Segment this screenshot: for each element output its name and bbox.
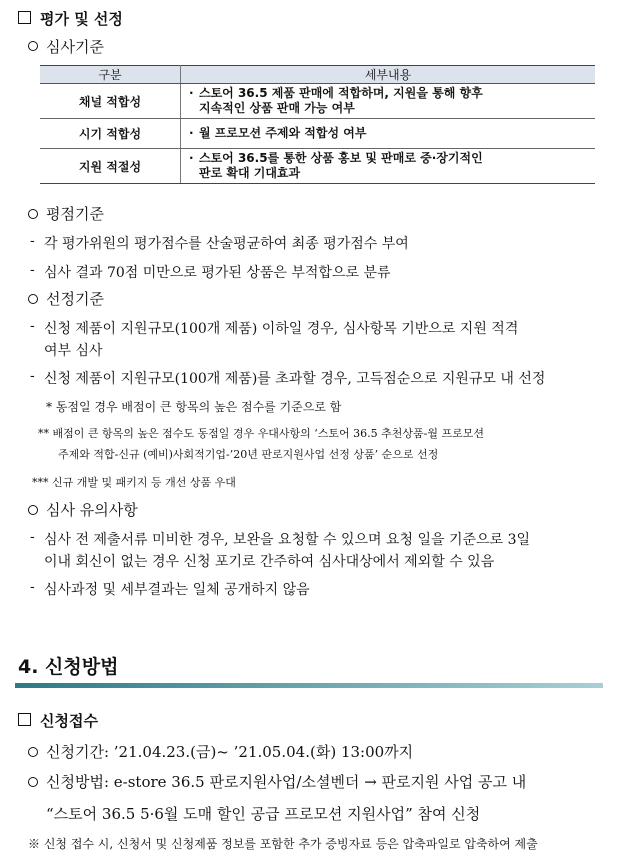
table-cell-category: 지원 적절성	[40, 149, 181, 184]
dash-bullet: -	[30, 368, 35, 384]
detail-line: 스토어 36.5를 통한 상품 홍보 및 판매로 중·장기적인	[199, 151, 483, 165]
chapter-title: 4. 신청방법	[18, 656, 119, 678]
scoring-item: 심사 결과 70점 미만으로 평가된 상품은 부적합으로 분류	[44, 265, 391, 281]
notes-item: 심사과정 및 세부결과는 일체 공개하지 않음	[44, 582, 310, 598]
dash-bullet: -	[30, 233, 35, 249]
notes-heading: 심사 유의사항	[46, 501, 138, 519]
table-cell-detail: · 스토어 36.5 제품 판매에 적합하며, 지원을 통해 향후 지속적인 상품 판매 가능 여부	[181, 84, 596, 119]
dash-bullet: -	[30, 318, 35, 334]
submission-footnote: ※ 신청 접수 시, 신청서 및 신청제품 정보를 포함한 추가 증빙자료 등은 압축파일로 압축하여 제출	[28, 837, 538, 851]
detail-line: 판로 확대 기대효과	[199, 166, 301, 180]
table-header-category: 구분	[40, 66, 181, 84]
scoring-heading: 평점기준	[46, 205, 104, 223]
dash-bullet: -	[30, 262, 35, 278]
table-cell-detail: · 스토어 36.5를 통한 상품 홍보 및 판매로 중·장기적인 판로 확대 기대효과	[181, 149, 596, 184]
section-title: 평가 및 선정	[40, 10, 123, 28]
application-method-continued: “스토어 36.5 5·6월 도매 할인 공급 프로모션 지원사업” 참여 신청	[46, 805, 481, 823]
circle-bullet-icon	[28, 294, 38, 304]
selection-heading: 선정기준	[46, 290, 104, 308]
table-header-row	[40, 66, 595, 84]
criteria-table	[40, 65, 595, 184]
selection-item: 신청 제품이 지원규모(100개 제품) 이하일 경우, 심사항목 기반으로 지원 적격	[44, 321, 519, 337]
table-row	[40, 84, 595, 119]
selection-note: ** 배점이 큰 항목의 높은 점수도 동점일 경우 우대사항의 ‘스토어 36.5 추천상품-월 프로모션	[38, 427, 484, 440]
table-cell-detail: · 월 프로모션 주제와 적합성 여부	[181, 119, 596, 149]
section-title: 신청접수	[40, 712, 98, 730]
selection-note: * 동점일 경우 배점이 큰 항목의 높은 점수를 기준으로 함	[46, 400, 342, 414]
table-header-detail: 세부내용	[181, 66, 596, 84]
detail-line: 월 프로모션 주제와 적합성 여부	[199, 126, 367, 140]
table-row	[40, 149, 595, 184]
dash-bullet: -	[30, 579, 35, 595]
detail-line: 스토어 36.5 제품 판매에 적합하며, 지원을 통해 향후	[199, 86, 483, 100]
circle-bullet-icon	[28, 747, 38, 757]
selection-note-continued: 주제와 적합-신규 (예비)사회적기업-’20년 판로지원사업 선정 상품’ 순으로 선정	[58, 448, 439, 461]
circle-bullet-icon	[28, 777, 38, 787]
circle-bullet-icon	[28, 505, 38, 515]
selection-note: *** 신규 개발 및 패키지 등 개선 상품 우대	[32, 476, 236, 489]
review-criteria-heading: 심사기준	[46, 38, 104, 56]
selection-item-continued: 여부 심사	[44, 343, 103, 359]
table-cell-category: 시기 적합성	[40, 119, 181, 149]
application-period: 신청기간: ’21.04.23.(금)~ ’21.05.04.(화) 13:00까지	[46, 743, 414, 761]
table-row	[40, 119, 595, 149]
dash-bullet: -	[30, 529, 35, 545]
notes-item-continued: 이내 회신이 없는 경우 신청 포기로 간주하여 심사대상에서 제외할 수 있음	[44, 554, 495, 570]
application-method: 신청방법: e-store 36.5 판로지원사업/소셜벤더 → 판로지원 사업 공고 내	[46, 773, 527, 791]
chapter-underline	[15, 683, 603, 688]
section-checkbox-icon	[18, 11, 31, 24]
circle-bullet-icon	[28, 41, 38, 51]
section-checkbox-icon	[18, 713, 31, 726]
selection-item: 신청 제품이 지원규모(100개 제품)를 초과할 경우, 고득점순으로 지원규모 내 선정	[44, 371, 546, 387]
notes-item: 심사 전 제출서류 미비한 경우, 보완을 요청할 수 있으며 요청 일을 기준으로 3일	[44, 532, 531, 548]
circle-bullet-icon	[28, 209, 38, 219]
detail-line: 지속적인 상품 판매 가능 여부	[199, 101, 355, 115]
table-cell-category: 채널 적합성	[40, 84, 181, 119]
scoring-item: 각 평가위원의 평가점수를 산술평균하여 최종 평가점수 부여	[44, 236, 409, 252]
